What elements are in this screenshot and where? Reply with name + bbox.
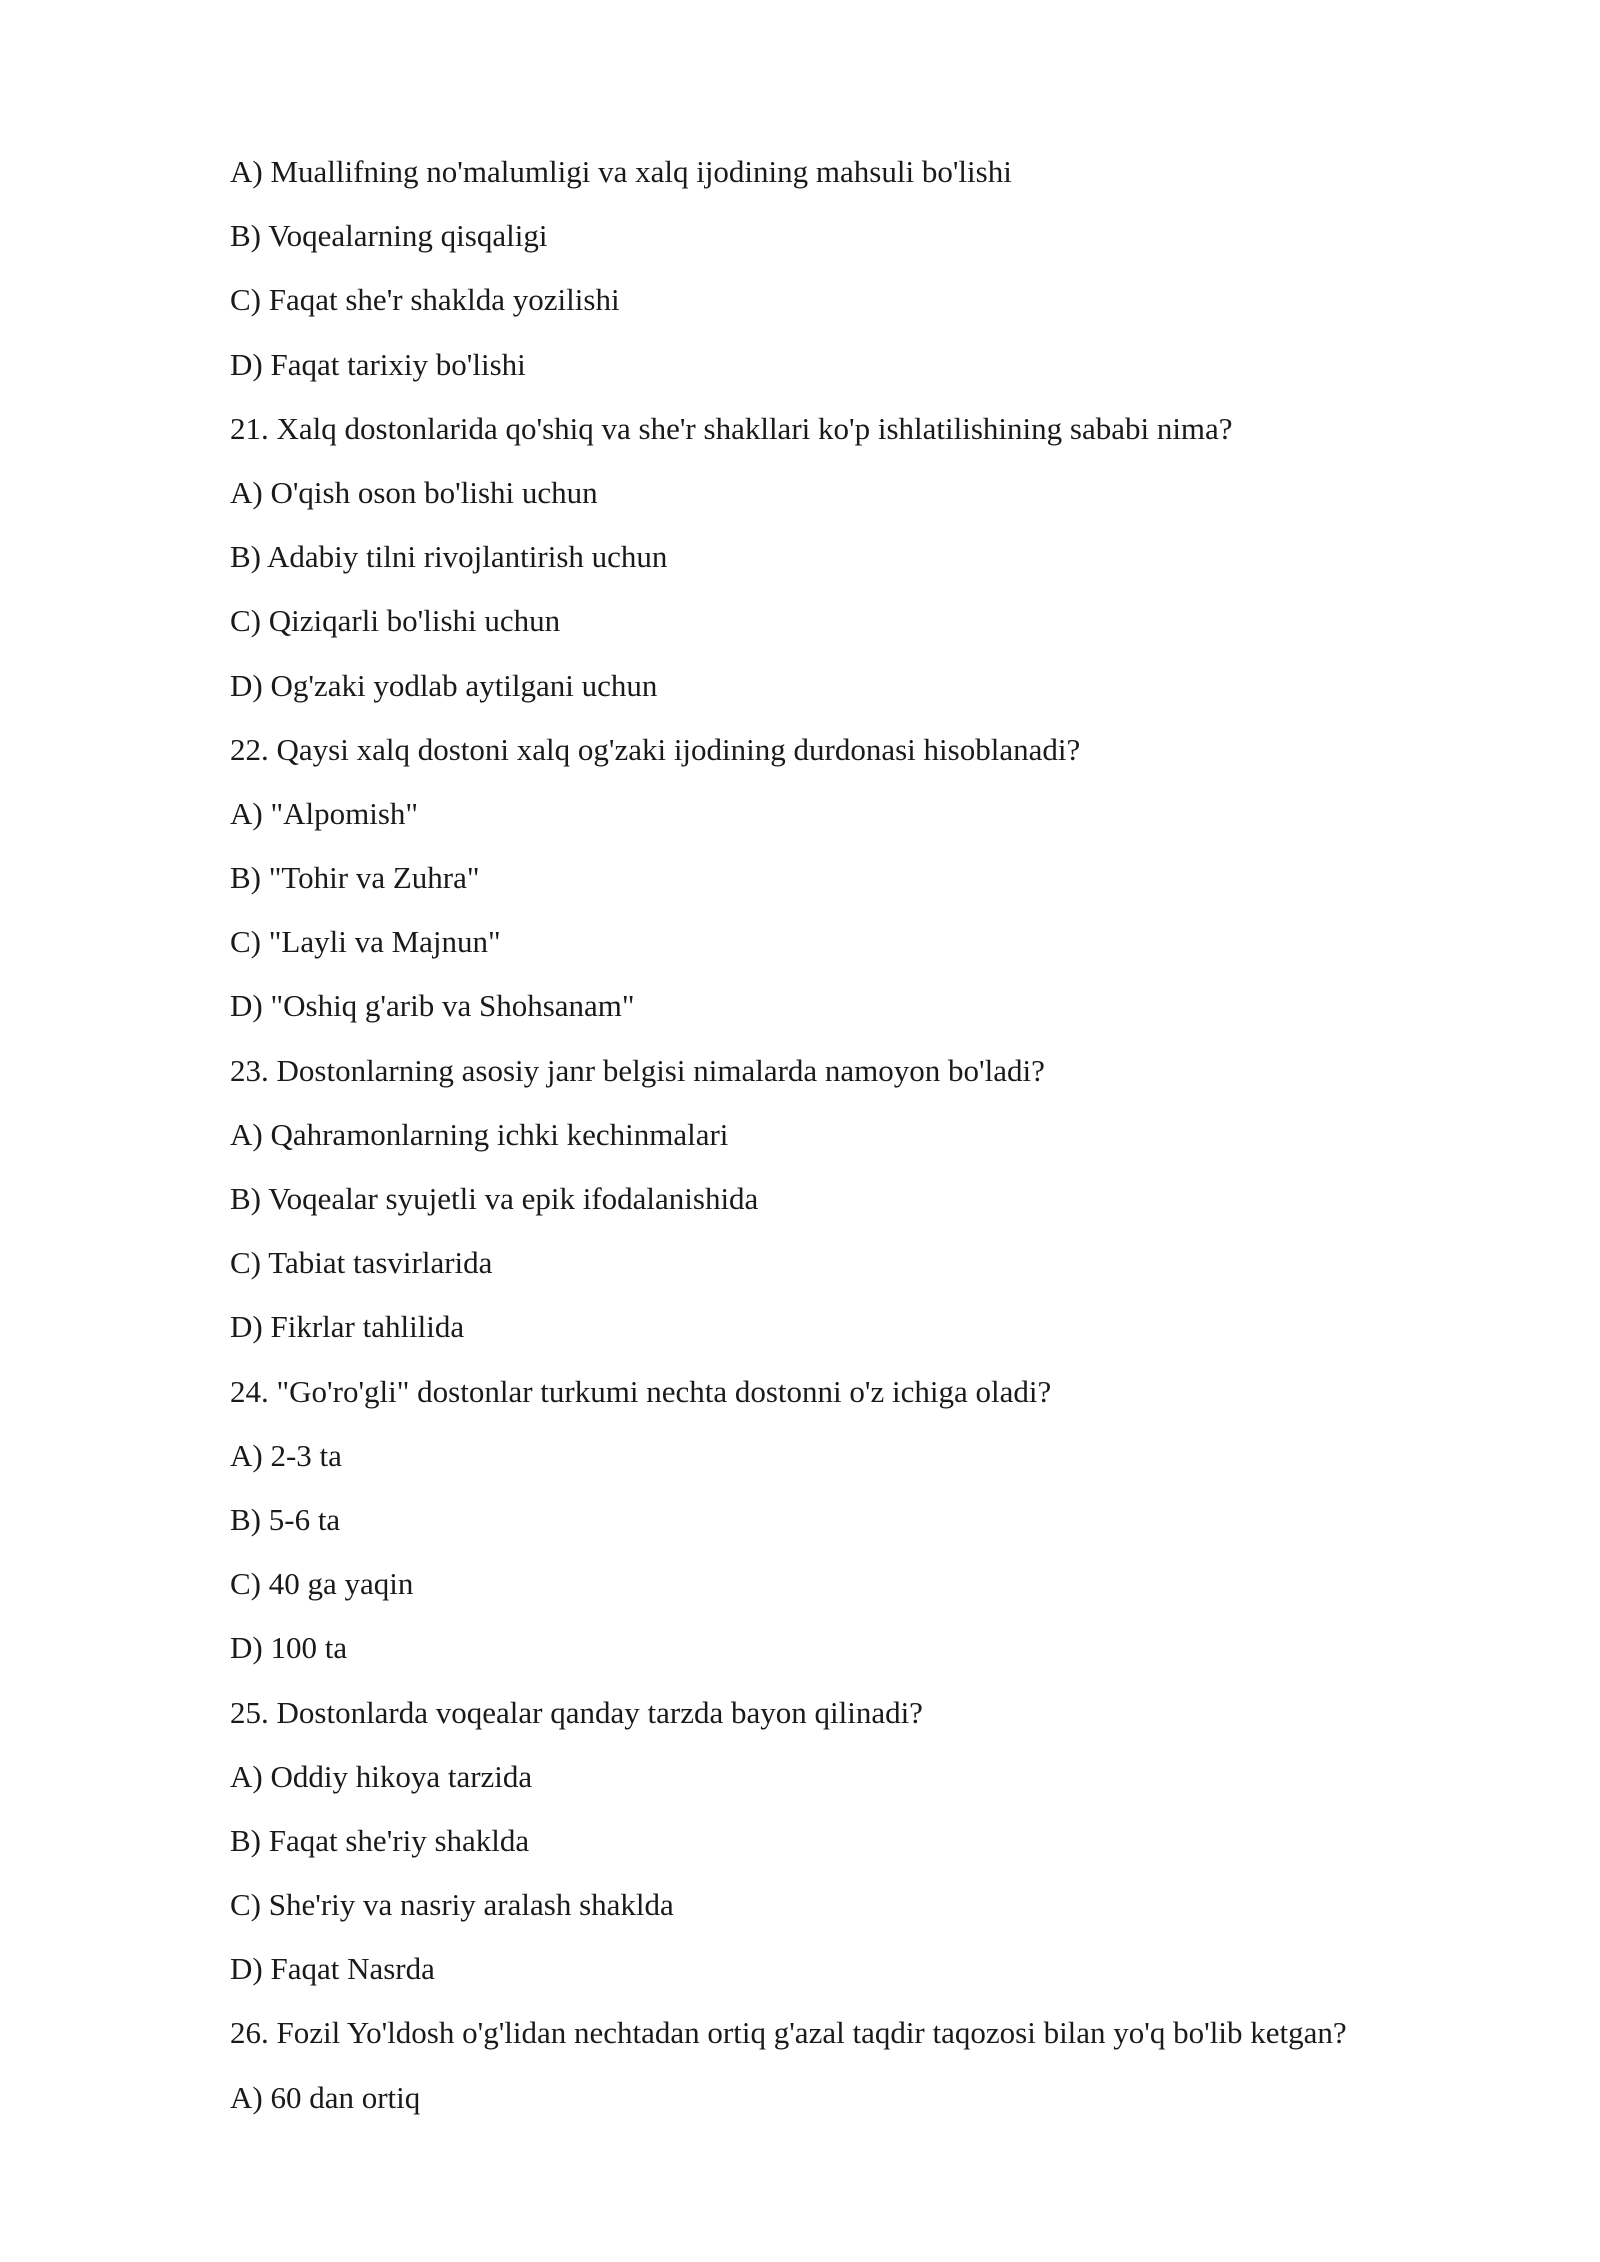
answer-option: A) Oddiy hikoya tarzida	[230, 1758, 533, 1794]
question-text: 26. Fozil Yo'ldosh o'g'lidan nechtadan ortiq g'azal taqdir taqozosi bilan yo'q bo'lib ketgan?	[230, 2015, 1347, 2051]
answer-option: B) "Tohir va Zuhra"	[230, 860, 480, 896]
answer-option: A) "Alpomish"	[230, 795, 419, 831]
answer-option: D) Faqat tarixiy bo'lishi	[230, 346, 526, 382]
question-text: 24. "Go'ro'gli" dostonlar turkumi nechta dostonni o'z ichiga oladi?	[230, 1373, 1052, 1409]
answer-option: D) Faqat Nasrda	[230, 1951, 435, 1987]
question-text: 21. Xalq dostonlarida qo'shiq va she'r shakllari ko'p ishlatilishining sababi nima?	[230, 410, 1233, 446]
answer-option: C) "Layli va Majnun"	[230, 924, 501, 960]
question-text: 22. Qaysi xalq dostoni xalq og'zaki ijodining durdonasi hisoblanadi?	[230, 731, 1081, 767]
answer-option: D) Og'zaki yodlab aytilgani uchun	[230, 667, 658, 703]
answer-option: C) 40 ga yaqin	[230, 1566, 414, 1602]
answer-option: B) Voqealarning qisqaligi	[230, 218, 548, 254]
answer-option: B) Faqat she'riy shaklda	[230, 1822, 530, 1858]
answer-option: C) Faqat she'r shaklda yozilishi	[230, 282, 620, 318]
answer-option: B) 5-6 ta	[230, 1501, 341, 1537]
answer-option: A) Muallifning no'malumligi va xalq ijodining mahsuli bo'lishi	[230, 154, 1012, 189]
answer-option: D) Fikrlar tahlilida	[230, 1309, 465, 1345]
answer-option: D) "Oshiq g'arib va Shohsanam"	[230, 988, 635, 1024]
answer-option: A) 2-3 ta	[230, 1437, 342, 1473]
answer-option: C) Qiziqarli bo'lishi uchun	[230, 603, 561, 639]
answer-option: C) She'riy va nasriy aralash shaklda	[230, 1887, 674, 1923]
question-text: 23. Dostonlarning asosiy janr belgisi nimalarda namoyon bo'ladi?	[230, 1052, 1045, 1088]
answer-option: A) O'qish oson bo'lishi uchun	[230, 474, 598, 510]
answer-option: D) 100 ta	[230, 1630, 348, 1666]
answer-option: A) 60 dan ortiq	[230, 2079, 421, 2115]
question-text: 25. Dostonlarda voqealar qanday tarzda bayon qilinadi?	[230, 1694, 923, 1730]
answer-option: B) Adabiy tilni rivojlantirish uchun	[230, 539, 668, 575]
question-list	[230, 148, 1510, 2138]
answer-option: C) Tabiat tasvirlarida	[230, 1245, 493, 1281]
answer-option: B) Voqealar syujetli va epik ifodalanishida	[230, 1181, 759, 1216]
answer-option: A) Qahramonlarning ichki kechinmalari	[230, 1116, 729, 1152]
